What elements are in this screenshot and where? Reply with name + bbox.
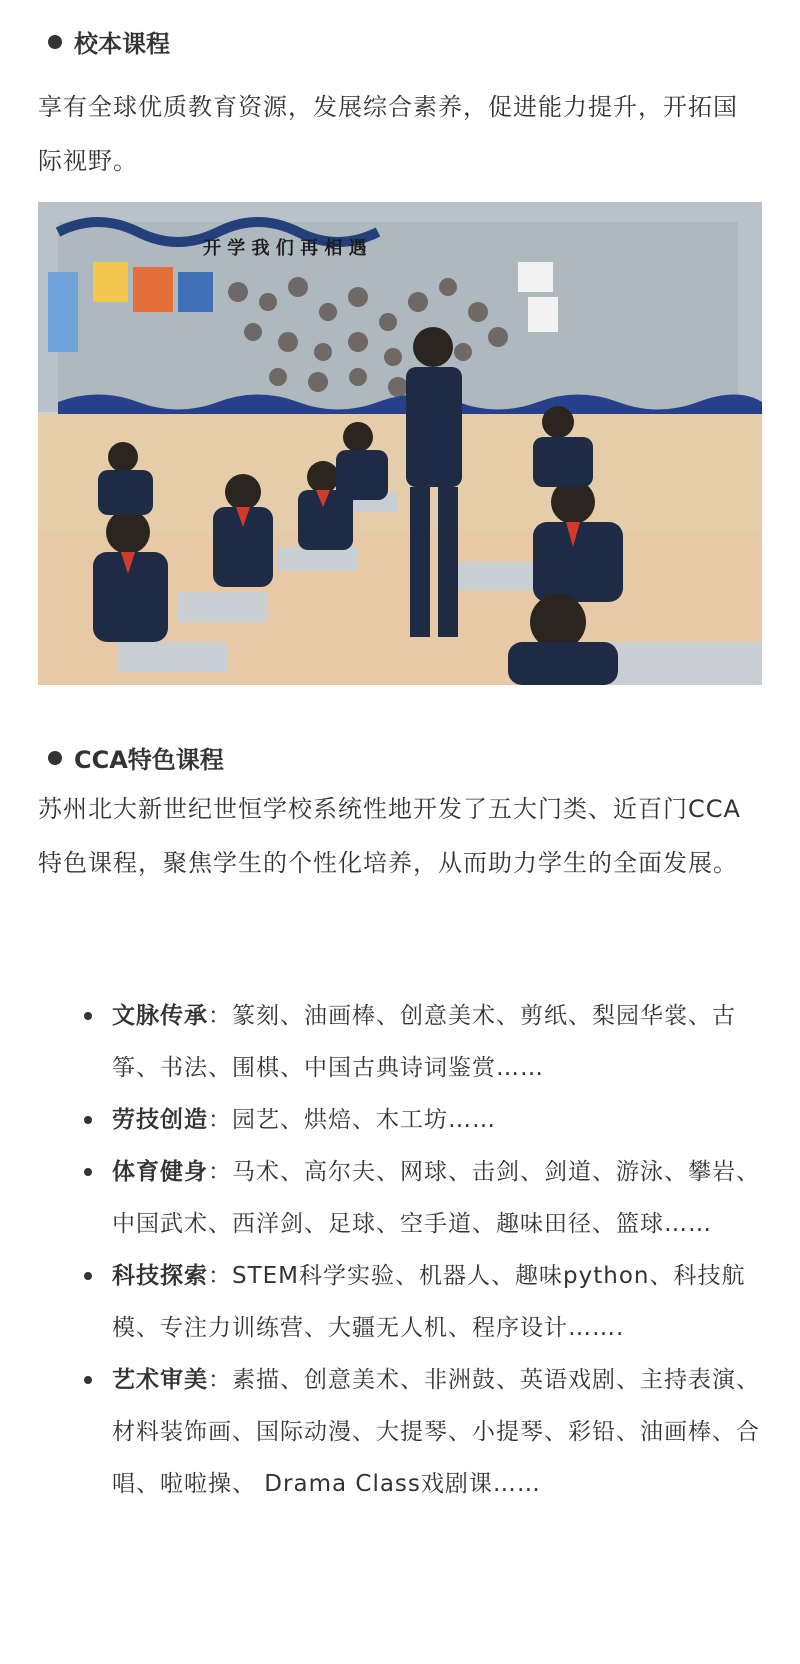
list-item — [38, 1250, 762, 1354]
bullet-icon — [84, 1116, 92, 1124]
heading-text: 校本课程 — [74, 30, 170, 58]
classroom-illustration — [38, 202, 762, 685]
classroom-photo — [38, 202, 762, 685]
item-term: 体育健身 — [112, 1159, 208, 1185]
cca-feature-list — [38, 990, 762, 1510]
list-item — [38, 1094, 762, 1146]
list-item — [38, 1146, 762, 1250]
heading-text: CCA特色课程 — [74, 746, 224, 774]
item-term: 艺术审美 — [112, 1367, 208, 1393]
bullet-icon — [84, 1272, 92, 1280]
banner-text: 开 学 我 们 再 相 遇 — [203, 238, 367, 259]
item-text: ：素描、创意美术、非洲鼓、英语戏剧、主持表演、材料装饰画、国际动漫、大提琴、小提琴、彩铅、油画棒、合唱、啦啦操、 Drama Class戏剧课…… — [112, 1367, 760, 1497]
list-item — [38, 1354, 762, 1510]
item-term: 科技探索 — [112, 1263, 208, 1289]
bullet-icon — [84, 1168, 92, 1176]
bullet-dot-icon — [48, 35, 62, 49]
item-text: ：园艺、烘焙、木工坊…… — [208, 1107, 496, 1133]
school-curriculum-paragraph: 享有全球优质教育资源，发展综合素养，促进能力提升，开拓国际视野。 — [38, 93, 738, 175]
list-item — [38, 990, 762, 1094]
section-heading-school-curriculum — [48, 24, 170, 59]
item-text: ：马术、高尔夫、网球、击剑、剑道、游泳、攀岩、中国武术、西洋剑、足球、空手道、趣味田径、篮球…… — [112, 1159, 760, 1237]
item-text: ：篆刻、油画棒、创意美术、剪纸、梨园华裳、古筝、书法、围棋、中国古典诗词鉴赏…… — [112, 1003, 736, 1081]
bullet-icon — [84, 1376, 92, 1384]
bullet-icon — [84, 1012, 92, 1020]
item-term: 文脉传承 — [112, 1003, 208, 1029]
item-text: ：STEM科学实验、机器人、趣味python、科技航模、专注力训练营、大疆无人机、程序设计……. — [112, 1263, 746, 1341]
item-term: 劳技创造 — [112, 1107, 208, 1133]
bullet-dot-icon — [48, 751, 62, 765]
section-heading-cca — [48, 740, 224, 775]
cca-paragraph: 苏州北大新世纪世恒学校系统性地开发了五大门类、近百门CCA特色课程，聚焦学生的个性化培养，从而助力学生的全面发展。 — [38, 795, 741, 877]
